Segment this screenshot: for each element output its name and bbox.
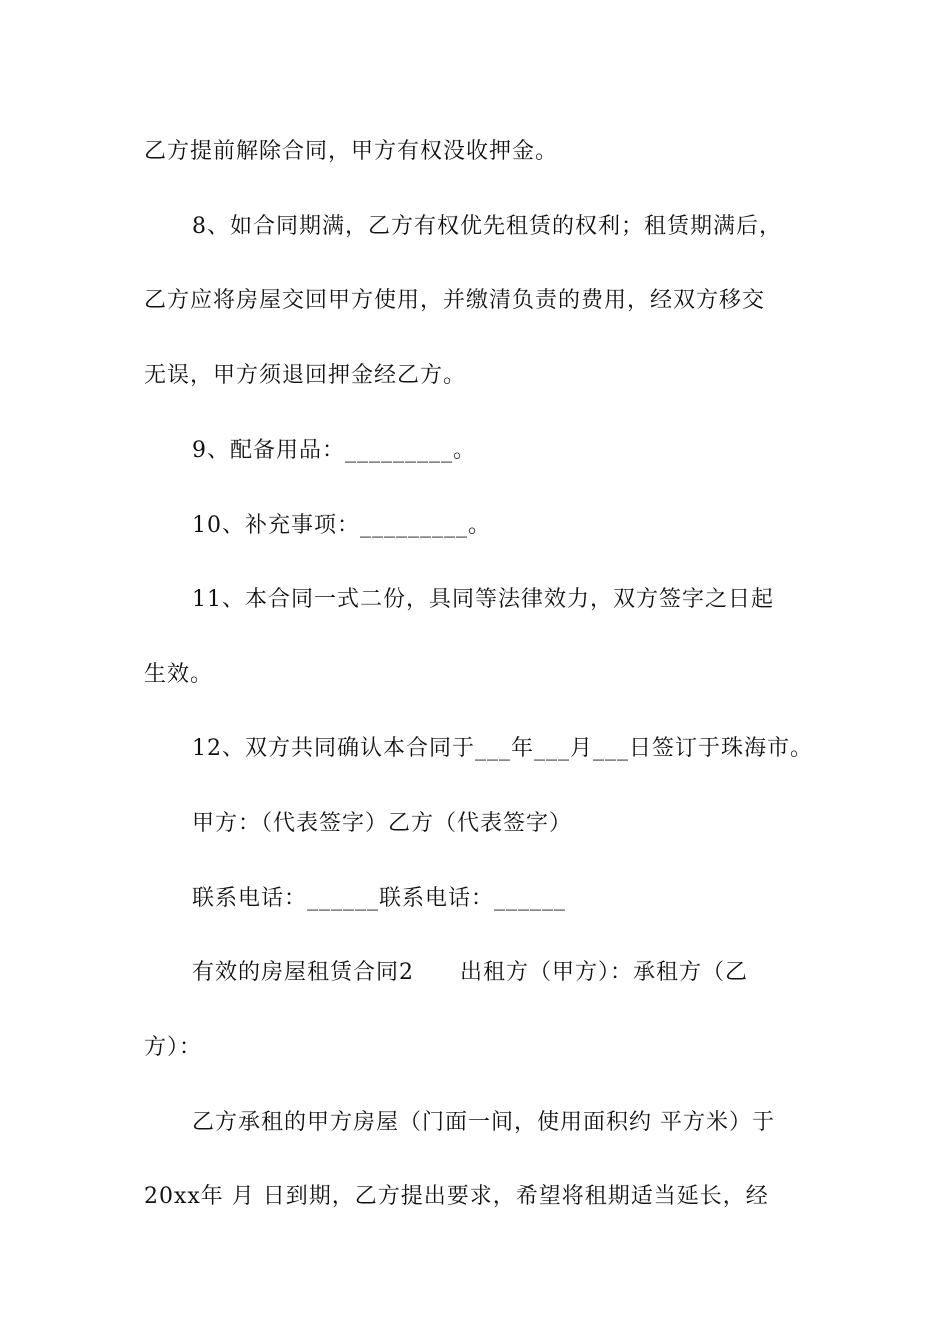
clause-9: 9、配备用品：_________。	[192, 438, 476, 463]
clause-11: 11、本合同一式二份，具同等法律效力，双方签字之日起	[192, 587, 774, 612]
text-line: 乙方提前解除合同，甲方有权没收押金。	[144, 139, 559, 164]
signature-line: 甲方：（代表签字）乙方（代表签字）	[192, 811, 573, 836]
text-line: 生效。	[144, 662, 214, 687]
contract-heading: 有效的房屋租赁合同2 出租方（甲方）：承租方（乙	[192, 960, 748, 985]
paragraph-start: 乙方承租的甲方房屋（门面一间，使用面积约 平方米）于	[192, 1110, 775, 1135]
phone-line: 联系电话：______联系电话：______	[192, 886, 567, 911]
clause-8: 8、如合同期满，乙方有权优先租赁的权利；租赁期满后，	[192, 214, 782, 239]
clause-10: 10、补充事项：_________。	[192, 513, 491, 538]
text-line: 无误，甲方须退回押金经乙方。	[144, 363, 467, 388]
clause-12: 12、双方共同确认本合同于___年___月___日签订于珠海市。	[192, 736, 813, 761]
text-line: 方）：	[144, 1035, 203, 1060]
text-line: 20xx年 月 日到期，乙方提出要求，希望将租期适当延长，经	[144, 1184, 769, 1209]
text-line: 乙方应将房屋交回甲方使用，并缴清负责的费用，经双方移交	[144, 288, 766, 313]
